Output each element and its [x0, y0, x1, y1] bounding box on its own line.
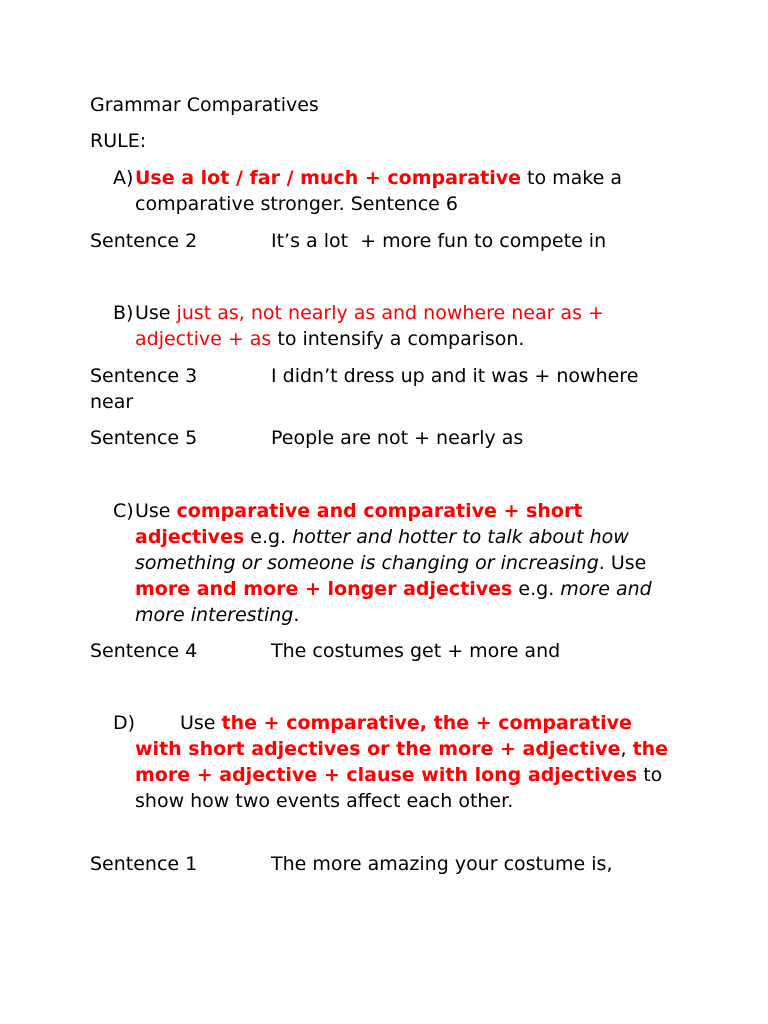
- rule-d-letter: D): [113, 712, 136, 734]
- sentence-3: [90, 363, 680, 415]
- sentence-1-label: Sentence 1: [90, 853, 198, 875]
- sentence-5-label: Sentence 5: [90, 427, 198, 449]
- rule-c: [113, 498, 673, 628]
- rule-label: RULE:: [90, 130, 147, 152]
- rule-c-highlight-1: comparative and comparative + short adjectives: [135, 500, 583, 548]
- sentence-2: [90, 228, 680, 254]
- rule-c-example-2: more and more interesting: [135, 578, 652, 626]
- rule-b-lead: Use: [135, 302, 177, 324]
- sentence-1: [90, 851, 680, 877]
- rule-d-text: to show how two events affect each other.: [135, 764, 663, 812]
- rule-a-letter: A): [113, 167, 134, 189]
- rule-a: [113, 165, 673, 217]
- sentence-2-label: Sentence 2: [90, 230, 198, 252]
- rule-b-highlight: just as, not nearly as and nowhere near as + adjective + as: [135, 302, 604, 350]
- rule-d-body: [135, 710, 673, 814]
- rule-c-body: [135, 498, 673, 628]
- rule-c-highlight-2: more and more + longer adjectives: [135, 578, 513, 600]
- page-title: Grammar Comparatives: [90, 94, 319, 116]
- rule-c-example-1: hotter and hotter to talk about how something or someone is changing or increasing: [135, 526, 629, 574]
- rule-a-highlight: Use a lot / far / much + comparative: [135, 167, 521, 189]
- sentence-1-text: The more amazing your costume is,: [271, 853, 613, 875]
- rule-b-letter: B): [113, 302, 134, 324]
- rule-c-mid: . Use: [598, 552, 647, 574]
- sentence-5-text: People are not + nearly as: [271, 427, 524, 449]
- rule-a-text: to make a comparative stronger. Sentence 6: [135, 167, 622, 215]
- rule-d-comma: ,: [620, 738, 627, 760]
- sentence-3-text: I didn’t dress up and it was + nowhere: [271, 365, 639, 387]
- rule-c-lead: Use: [135, 500, 177, 522]
- sentence-4-label: Sentence 4: [90, 640, 198, 662]
- rule-c-letter: C): [113, 500, 134, 522]
- sentence-2-text: It’s a lot + more fun to compete in: [271, 230, 607, 252]
- rule-c-eg-2: e.g.: [512, 578, 561, 600]
- sentence-5: [90, 425, 680, 451]
- rule-c-end: .: [293, 604, 300, 626]
- rule-a-body: [135, 165, 673, 217]
- rule-c-eg-1: e.g.: [244, 526, 293, 548]
- rule-b: [113, 300, 673, 352]
- rule-d-highlight-2: the more + adjective + clause with long adjectives: [135, 738, 669, 786]
- rule-b-text: to intensify a comparison.: [271, 328, 525, 350]
- rule-d-highlight-1: the + comparative, the + comparative with short adjectives or the more + adjective: [135, 712, 632, 760]
- sentence-3-label: Sentence 3: [90, 365, 198, 387]
- sentence-3-continuation: near: [90, 391, 134, 413]
- rule-b-body: [135, 300, 673, 352]
- rule-d: [113, 710, 673, 814]
- sentence-4-text: The costumes get + more and: [271, 640, 561, 662]
- sentence-4: [90, 638, 680, 664]
- rule-d-lead: Use: [180, 712, 222, 734]
